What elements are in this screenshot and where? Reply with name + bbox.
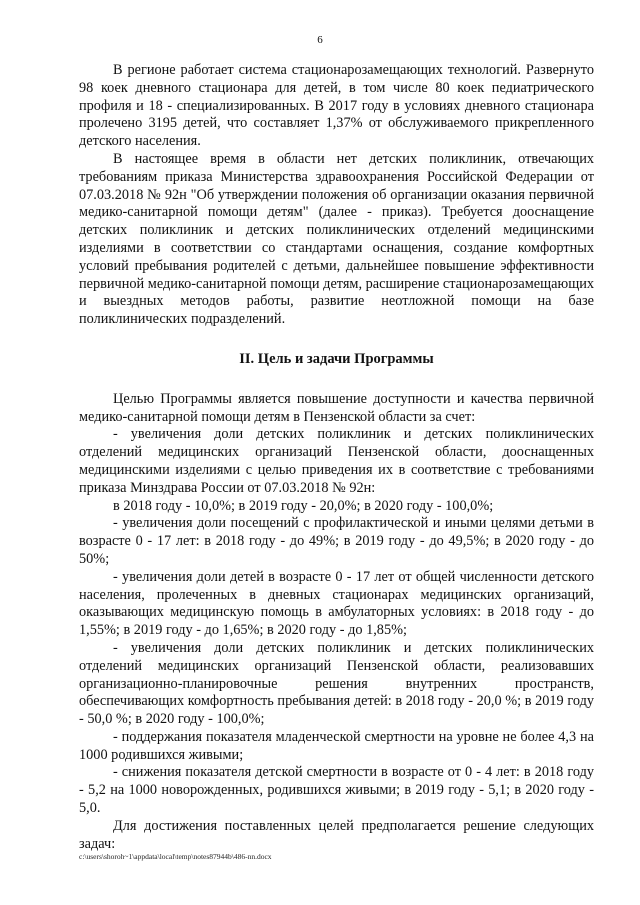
list-item-infant-mortality: - поддержания показателя младенческой смертности на уровне не более 4,3 на 1000 родившихся живыми; <box>79 728 594 763</box>
paragraph-day-hospital: В регионе работает система стационарозамещающих технологий. Развернуто 98 коек дневного стационара для детей, в том числе 80 коек педиатрического профиля и 18 - специализированных. В 2017 году в условиях дневного стационара пролечено 3195 детей, что составляет 1,37% от обслуживаемого прикрепленного детского населения. <box>79 62 594 150</box>
paragraph-tasks-intro: Для достижения поставленных целей предполагается решение следующих задач: <box>79 817 594 852</box>
paragraph-goal: Целью Программы является повышение доступности и качества первичной медико-санитарной помощи детям в Пензенской области за счет: <box>79 390 594 425</box>
list-item-comfort: - увеличения доли детских поликлиник и детских поликлинических отделений медицинских организаций Пензенской области, реализовавших организационно-планировочные решения внутренних пространств, обеспечивающих комфортность пребывания детей: в 2018 году - 20,0 %; в 2019 году - 50,0 %; в 2020 году - 100,0%; <box>79 639 594 728</box>
file-path-footer: c:\users\shoroh~1\appdata\local\temp\notes87944b\486-nn.docx <box>79 852 272 861</box>
document-body <box>79 62 594 853</box>
list-item-day-hospital: - увеличения доли детей в возрасте 0 - 17 лет от общей численности детского населения, пролеченных в дневных стационарах медицинских организаций, оказывающих медицинскую помощь в амбулаторных условиях: в 2018 году - до 1,55%; в 2019 году - до 1,65%; в 2020 году - до 1,85%; <box>79 568 594 639</box>
list-item-visits: - увеличения доли посещений с профилактической и иными целями детьми в возрасте 0 - 17 лет: в 2018 году - до 49%; в 2019 году - до 49,5%; в 2020 году - до 50%; <box>79 515 594 567</box>
list-item-equipment-values: в 2018 году - 10,0%; в 2019 году - 20,0%; в 2020 году - 100,0%; <box>113 497 494 514</box>
list-item-equipment: - увеличения доли детских поликлиник и детских поликлинических отделений медицинских организаций Пензенской области, дооснащенных медицинскими изделиями с целью приведения их в соответствие с требованиями приказа Минздрава России от 07.03.2018 № 92н: <box>79 426 594 496</box>
list-item-child-mortality: - снижения показателя детской смертности в возрасте от 0 - 4 лет: в 2018 году - 5,2 на 1000 новорожденных, родившихся живыми; в 2019 году - 5,1; в 2020 году - 5,0. <box>79 764 594 817</box>
section-heading: II. Цель и задачи Программы <box>239 350 434 367</box>
paragraph-current-state: В настоящее время в области нет детских поликлиник, отвечающих требованиям приказа Министерства здравоохранения Российской Федерации от 07.03.2018 № 92н "Об утверждении положения об организации оказания первичной медико-санитарной помощи детям" (далее - приказ). Требуется дооснащение детских поликлиник и детских поликлинических отделений медицинскими изделиями в соответствии со стандартами оснащения, создание комфортных условий пребывания родителей с детьми, дальнейшее повышение эффективности первичной медико-санитарной помощи детям, расширение стационарозамещающих и выездных методов работы, развитие неотложной помощи на базе поликлинических подразделений. <box>79 150 594 328</box>
page-number: 6 <box>317 34 323 46</box>
